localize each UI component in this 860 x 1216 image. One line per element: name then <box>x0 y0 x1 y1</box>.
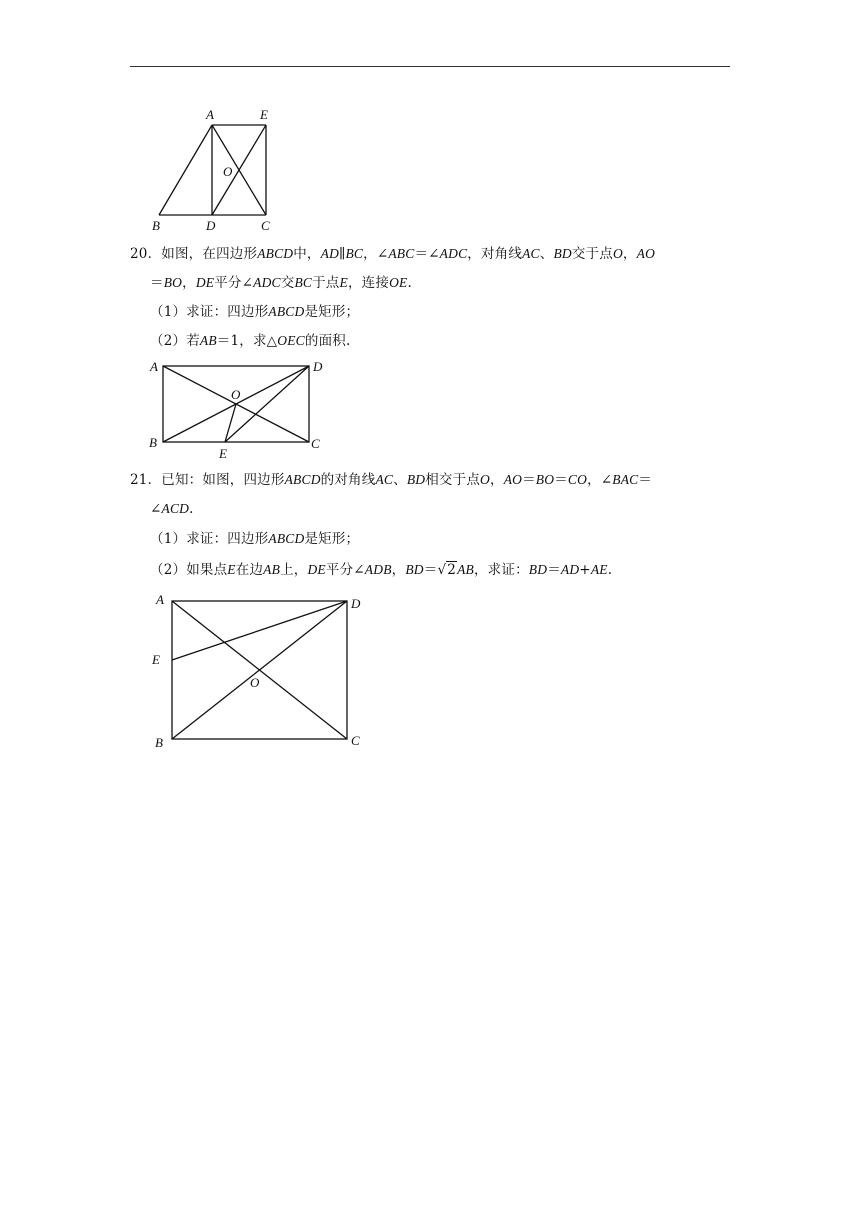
label-c: C <box>351 733 360 748</box>
label-b: B <box>152 218 160 233</box>
q20-part-1: （1）求证：四边形ABCD是矩形； <box>150 304 360 320</box>
q21-part-1: （1）求证：四边形ABCD是矩形； <box>150 531 360 547</box>
label-d: D <box>206 218 216 233</box>
segment-ab <box>159 125 212 215</box>
label-b: B <box>155 735 163 750</box>
figure-20-rectangle <box>140 355 340 460</box>
header-rule <box>130 66 730 67</box>
label-a: A <box>206 107 214 122</box>
label-a: A <box>156 592 164 607</box>
q21-line-1: 21．已知：如图，四边形ABCD的对角线AC、BD相交于点O，AO＝BO＝CO，∠BAC＝ <box>130 472 653 488</box>
q20-part-2: （2）若AB＝1，求△OEC的面积. <box>150 333 351 349</box>
label-o: O <box>231 387 241 402</box>
label-e: E <box>152 652 160 667</box>
q21-line-2: ∠ACD. <box>150 501 194 517</box>
label-d: D <box>351 596 361 611</box>
figure-21-rectangle <box>145 588 375 753</box>
segment-de <box>225 366 309 442</box>
label-e: E <box>219 446 227 460</box>
label-c: C <box>261 218 270 233</box>
label-a: A <box>150 359 158 374</box>
q20-line-1: 20．如图，在四边形ABCD中，AD∥BC，∠ABC＝∠ADC，对角线AC、BD交于点O，AO <box>130 246 656 262</box>
sqrt-two: √2 <box>437 562 457 578</box>
label-c: C <box>311 436 320 451</box>
label-d: D <box>313 359 323 374</box>
figure-19-parallelogram <box>145 100 285 235</box>
label-e: E <box>260 107 268 122</box>
label-b: B <box>149 435 157 450</box>
label-o: O <box>223 164 233 179</box>
label-o: O <box>250 675 260 690</box>
q21-part-2: （2）如果点E在边AB上，DE平分∠ADB，BD＝√2AB，求证：BD＝AD+AE. <box>150 562 613 578</box>
q20-line-2: ＝BO，DE平分∠ADC交BC于点E，连接OE. <box>150 275 412 291</box>
segment-de <box>172 601 347 660</box>
